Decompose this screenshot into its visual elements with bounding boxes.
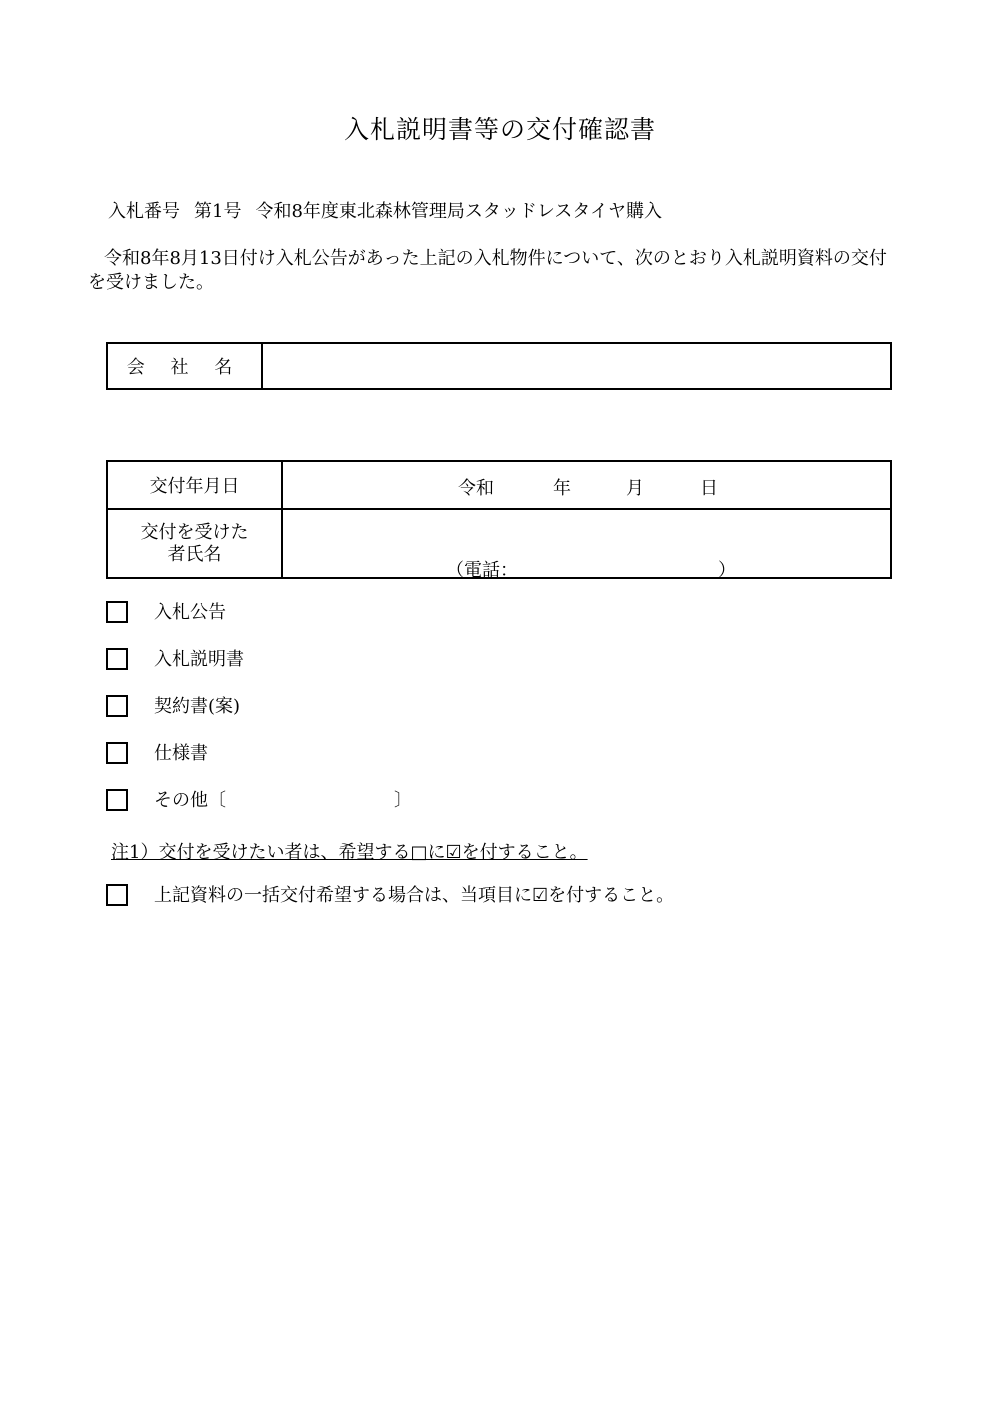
phone-close: ）	[718, 560, 736, 581]
month-label: 月	[626, 478, 644, 499]
document-label: 仕様書	[154, 743, 208, 764]
recipient-label	[108, 510, 281, 577]
checkbox[interactable]	[106, 884, 128, 906]
checkbox[interactable]	[106, 601, 128, 623]
phone-open: （電話：	[446, 560, 518, 581]
year-label: 年	[553, 478, 571, 499]
page-title: 入札説明書等の交付確認書	[343, 115, 656, 144]
document-label: 入札公告	[154, 602, 226, 623]
other-close-bracket: 〕	[394, 790, 412, 811]
bid-subject: 令和8年度東北森林管理局スタッドレスタイヤ購入	[255, 201, 663, 222]
company-label: 会 社 名	[108, 344, 263, 388]
company-name-field[interactable]	[263, 344, 890, 388]
day-label: 日	[700, 478, 718, 499]
bulk-request-label: 上記資料の一括交付希望する場合は、当項目に☑を付すること。	[154, 885, 675, 906]
checkbox[interactable]	[106, 648, 128, 670]
intro-paragraph: 令和8年8月13日付け入札公告があった上記の入札物件について、次のとおり入札説明資料の交付を受けました。	[88, 248, 887, 293]
document-label: その他〔	[154, 790, 226, 811]
company-table	[106, 342, 892, 390]
recipient-name-field[interactable]	[283, 510, 890, 577]
recipient-label-line2: 者氏名	[167, 543, 222, 565]
document-label: 入札説明書	[154, 649, 244, 670]
delivery-date-label: 交付年月日	[149, 476, 240, 497]
recipient-label-line1: 交付を受けた	[140, 521, 249, 543]
bid-number-label: 入札番号	[108, 201, 180, 222]
delivery-date-row	[108, 462, 890, 510]
bid-number: 第1号	[194, 201, 242, 222]
note: 注1）交付を受けたい者は、希望する□に☑を付すること。	[111, 842, 588, 863]
checkbox[interactable]	[106, 789, 128, 811]
document-label: 契約書(案)	[154, 696, 241, 717]
delivery-table	[106, 460, 892, 579]
era-label: 令和	[458, 478, 494, 499]
checkbox[interactable]	[106, 742, 128, 764]
checkbox[interactable]	[106, 695, 128, 717]
bid-info	[108, 197, 662, 223]
